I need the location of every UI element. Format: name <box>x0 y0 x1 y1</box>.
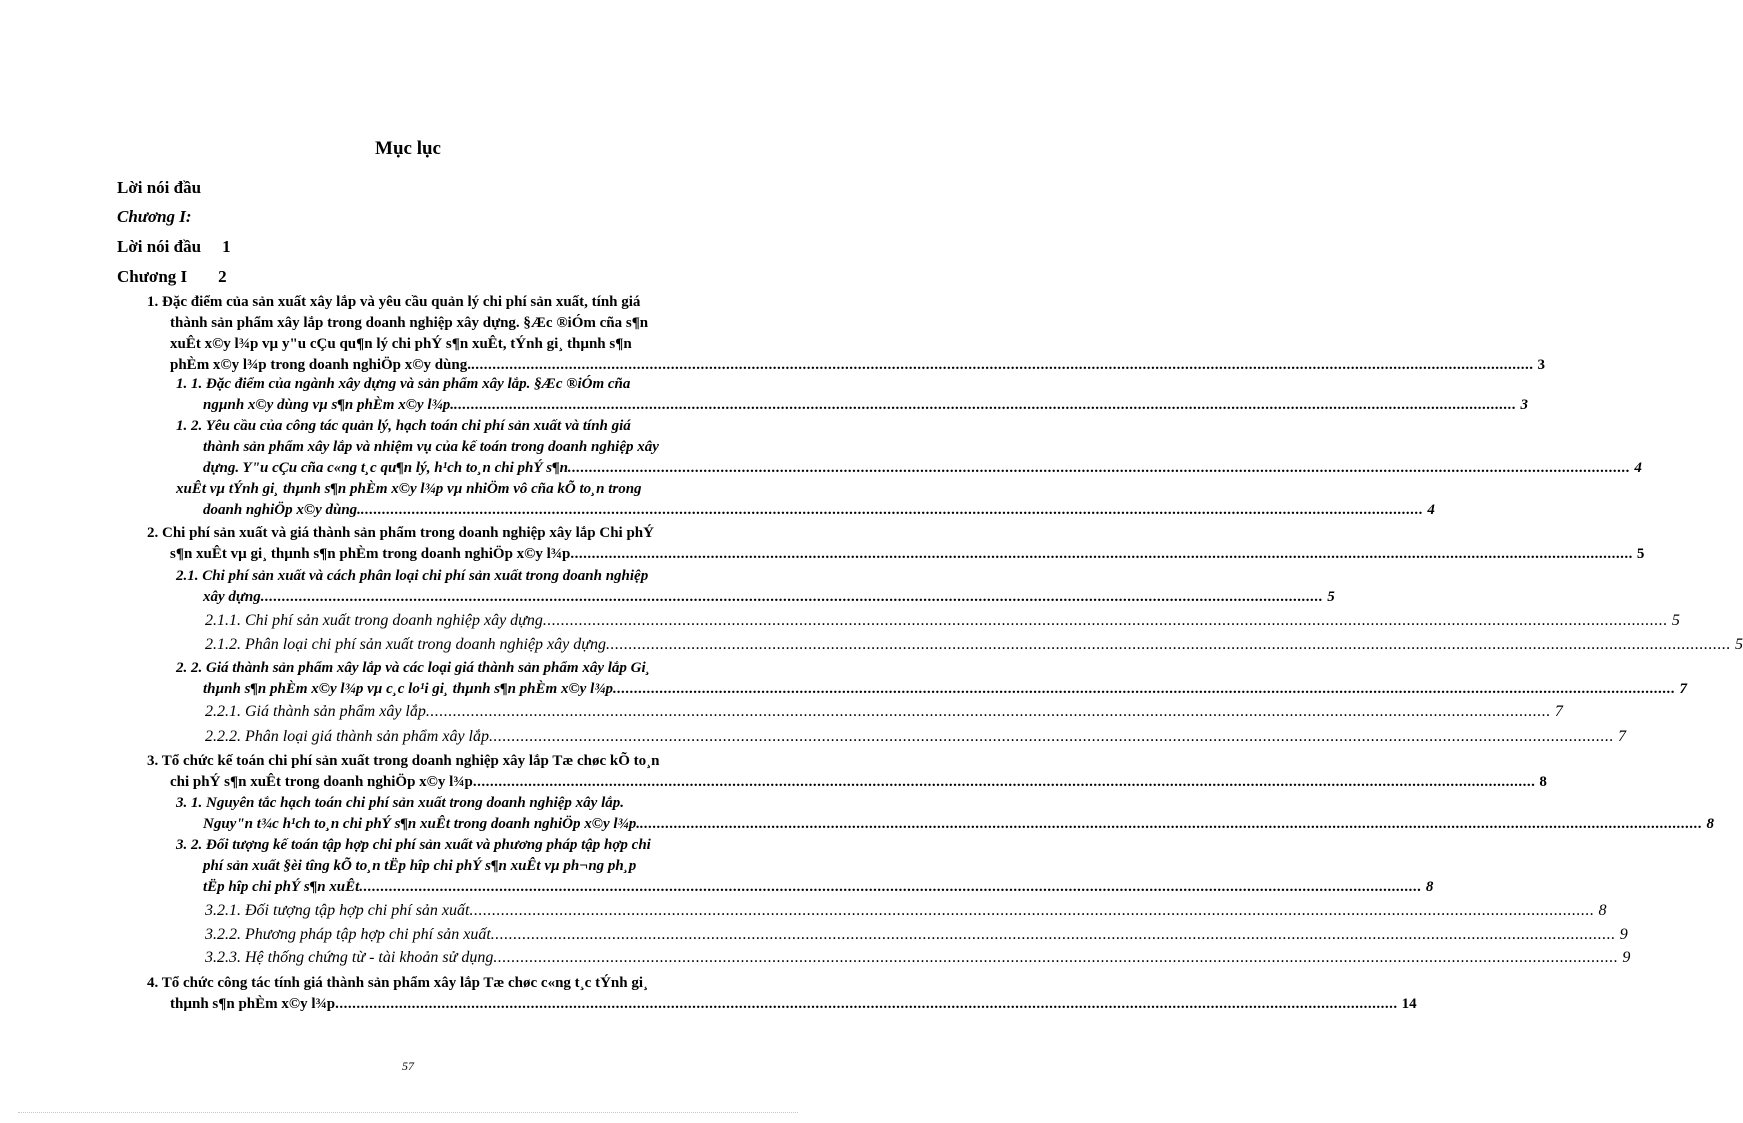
dot-leader: .......................................................................................................................................................................................................................................................... <box>612 681 1676 697</box>
toc-entry-line <box>176 458 1642 479</box>
toc-entry-line: 2. Chi phí sản xuất và giá thành sản phẩm trong doanh nghiệp xây lắp Chi phÝ <box>147 525 654 541</box>
dot-leader: .......................................................................................................................................................................................................................................................... <box>360 502 1424 518</box>
dot-leader: .......................................................................................................................................................................................................................................................... <box>454 397 1517 413</box>
toc-page-number: 2 <box>218 267 227 286</box>
toc-entry-line: thành sản phẩm xây lắp trong doanh nghiệp xây dựng. §Æc ®iÓm cña s¶n <box>170 315 649 331</box>
toc-item-label: Lời nói đầu <box>117 237 202 256</box>
toc-entry-line: 3. Tổ chức kế toán chi phí sản xuất trong doanh nghiệp xây lắp Tæ chøc kÕ to¸n <box>147 753 660 769</box>
toc-page-number: 4 <box>1634 460 1642 476</box>
toc-entry-line <box>205 947 1631 968</box>
toc-entry-3-2-2 <box>205 924 1628 945</box>
toc-entry-line: 1. Đặc điểm của sản xuất xây lắp và yêu cầu quản lý chi phí sản xuất, tính giá <box>147 294 641 310</box>
toc-entry-line: xuÊt vµ tÝnh gi¸ thµnh s¶n phÈm x©y l¾p vµ nhiÖm vô cña kÕ to¸n trong <box>176 481 642 497</box>
toc-page-number: 5 <box>1671 612 1680 629</box>
toc-entry-3 <box>147 751 1547 793</box>
toc-page-number: 4 <box>1427 502 1435 518</box>
toc-entry-line <box>147 994 1417 1015</box>
toc-page-number: 7 <box>1554 703 1563 720</box>
toc-entry-text: Nguy"n t¾c h¹ch to¸n chi phÝ s¶n xuÊt trong doanh nghiÖp x©y l¾p. <box>203 816 641 832</box>
toc-page-number: 8 <box>1539 774 1547 790</box>
toc-page-number: 3 <box>1520 397 1528 413</box>
toc-entry-text: s¶n xuÊt vµ gi¸ thµnh s¶n phÈm trong doanh nghiÖp x©y l¾p <box>170 546 571 562</box>
page-title: Mục lục <box>375 138 441 159</box>
dot-leader: .......................................................................................................................................................................................................................................................... <box>471 357 1534 373</box>
toc-entry-3-2-3 <box>205 947 1631 968</box>
toc-entry-text: 3.2.2. Phương pháp tập hợp chi phí sản xuất <box>205 926 491 943</box>
toc-entry-line <box>176 500 1435 521</box>
page-separator <box>18 1112 798 1113</box>
toc-entry-2 <box>147 523 1645 565</box>
dot-leader: .......................................................................................................................................................................................................................................................... <box>640 816 1703 832</box>
toc-entry-line <box>147 544 1645 565</box>
page-footer-number: 57 <box>402 1059 414 1073</box>
toc-entry-line <box>205 726 1626 747</box>
toc-item-label: Chương I <box>117 267 188 286</box>
toc-entry-line: 1. 2. Yêu cầu của công tác quản lý, hạch toán chi phí sản xuất và tính giá <box>176 418 631 434</box>
toc-entry-line <box>205 924 1628 945</box>
toc-entry-3-2-1 <box>205 900 1607 921</box>
toc-entry-line <box>147 355 1545 376</box>
toc-page-number: 5 <box>1734 636 1743 653</box>
toc-entry-line <box>205 900 1607 921</box>
toc-page-number: 9 <box>1619 926 1628 943</box>
toc-entry-text: tËp hîp chi phÝ s¶n xuÊt <box>203 879 360 895</box>
toc-entry-text: phÈm x©y l¾p trong doanh nghiÖp x©y dùng. <box>170 357 471 373</box>
dot-leader: .......................................................................................................................................................................................................................................................... <box>260 589 1324 605</box>
dot-leader: .......................................................................................................................................................................................................................................................... <box>472 774 1536 790</box>
dot-leader: .......................................................................................................................................................................................................................................................... <box>493 949 1619 966</box>
toc-entry-line: 4. Tổ chức công tác tính giá thành sản phẩm xây lắp Tæ chøc c«ng t¸c tÝnh gi¸ <box>147 975 648 991</box>
toc-entry-text: dựng. Y"u cÇu cña c«ng t¸c qu¶n lý, h¹ch to¸n chi phÝ s¶n <box>203 460 568 476</box>
toc-page-number: 9 <box>1622 949 1631 966</box>
heading-chuong-1: Chương I: <box>117 207 192 226</box>
heading-loi-noi-dau: Lời nói đầu <box>117 178 202 197</box>
toc-page-number: 8 <box>1706 816 1715 832</box>
dot-leader: .......................................................................................................................................................................................................................................................... <box>605 636 1731 653</box>
dot-leader: .......................................................................................................................................................................................................................................................... <box>335 996 1398 1012</box>
toc-item-loi-noi-dau <box>117 237 231 257</box>
toc-entry-3-2 <box>176 835 1434 898</box>
toc-entry-line: 1. 1. Đặc điểm của ngành xây dựng và sản phẩm xây lắp. §Æc ®iÓm cña <box>176 376 631 392</box>
toc-page-number: 7 <box>1617 728 1626 745</box>
toc-entry-line: 3. 2. Đối tượng kế toán tập hợp chi phí sản xuất và phương pháp tập hợp chi <box>176 837 651 853</box>
toc-entry-1-2 <box>176 416 1642 521</box>
toc-entry-line <box>176 877 1434 898</box>
toc-entry-1-1 <box>176 374 1528 416</box>
toc-page-number: 1 <box>222 237 231 256</box>
dot-leader: .......................................................................................................................................................................................................................................................... <box>570 546 1633 562</box>
dot-leader: .......................................................................................................................................................................................................................................................... <box>567 460 1631 476</box>
toc-item-chuong-1 <box>117 267 227 287</box>
toc-entry-line: 2.1. Chi phí sản xuất và cách phân loại chi phí sản xuất trong doanh nghiệp <box>176 568 649 584</box>
dot-leader: .......................................................................................................................................................................................................................................................... <box>469 902 1595 919</box>
dot-leader: .......................................................................................................................................................................................................................................................... <box>488 728 1614 745</box>
toc-entry-2-2-2 <box>205 726 1626 747</box>
toc-entry-text: thµnh s¶n phÈm x©y l¾p <box>170 996 336 1012</box>
toc-entry-line <box>176 679 1687 700</box>
toc-entry-2-1-2 <box>205 634 1743 655</box>
toc-entry-text: thµnh s¶n phÈm x©y l¾p vµ c¸c lo¹i gi¸ thµnh s¶n phÈm x©y l¾p <box>203 681 613 697</box>
toc-entry-text: ngµnh x©y dùng vµ s¶n phÈm x©y l¾p. <box>203 397 454 413</box>
toc-entry-line: 3. 1. Nguyên tắc hạch toán chi phí sản xuất trong doanh nghiệp xây lắp. <box>176 795 624 811</box>
toc-page-number: 5 <box>1327 589 1335 605</box>
toc-entry-text: 2.1.2. Phân loại chi phí sản xuất trong doanh nghiệp xây dựng <box>205 636 606 653</box>
toc-entry-text: 2.2.2. Phân loại giá thành sản phẩm xây lắp <box>205 728 489 745</box>
toc-entry-2-1-1 <box>205 610 1680 631</box>
toc-page-number: 8 <box>1598 902 1607 919</box>
toc-entry-text: 2.2.1. Giá thành sản phẩm xây lắp <box>205 703 426 720</box>
dot-leader: .......................................................................................................................................................................................................................................................... <box>490 926 1616 943</box>
dot-leader: .......................................................................................................................................................................................................................................................... <box>542 612 1668 629</box>
toc-entry-line: thành sản phẩm xây lắp và nhiệm vụ của kế toán trong doanh nghiệp xây <box>203 439 659 455</box>
toc-entry-text: doanh nghiÖp x©y dùng. <box>203 502 361 518</box>
toc-entry-line: xuÊt x©y l¾p vµ y"u cÇu qu¶n lý chi phÝ s¶n xuÊt, tÝnh gi¸ thµnh s¶n <box>170 336 632 352</box>
toc-entry-line: 2. 2. Giá thành sản phẩm xây lắp và các loại giá thành sản phẩm xây lắp Gi¸ <box>176 660 651 676</box>
toc-entry-2-2 <box>176 658 1687 700</box>
toc-entry-line <box>147 772 1547 793</box>
toc-entry-line <box>176 814 1715 835</box>
dot-leader: .......................................................................................................................................................................................................................................................... <box>425 703 1551 720</box>
toc-entry-line <box>205 634 1743 655</box>
toc-page-number: 8 <box>1425 879 1434 895</box>
toc-entry-line <box>205 701 1563 722</box>
toc-page-number: 3 <box>1537 357 1545 373</box>
toc-entry-text: xây dựng <box>203 589 261 605</box>
toc-entry-2-1 <box>176 566 1335 608</box>
toc-entry-1 <box>147 292 1545 376</box>
toc-entry-text: chi phÝ s¶n xuÊt trong doanh nghiÖp x©y l¾p <box>170 774 473 790</box>
toc-entry-4 <box>147 973 1417 1015</box>
toc-page-number: 5 <box>1636 546 1645 562</box>
toc-page-number: 7 <box>1679 681 1687 697</box>
toc-entry-text: 2.1.1. Chi phí sản xuất trong doanh nghiệp xây dựng <box>205 612 543 629</box>
toc-entry-2-2-1 <box>205 701 1563 722</box>
toc-entry-line <box>205 610 1680 631</box>
toc-entry-text: 3.2.1. Đối tượng tập hợp chi phí sản xuất <box>205 902 470 919</box>
toc-entry-line: phí sản xuất §èi tîng kÕ to¸n tËp hîp chi phÝ s¶n xuÊt vµ ph¬ng ph¸p <box>203 858 637 874</box>
toc-entry-3-1 <box>176 793 1715 835</box>
toc-page-number: 14 <box>1401 996 1417 1012</box>
toc-entry-line <box>176 587 1335 608</box>
toc-entry-line <box>176 395 1528 416</box>
dot-leader: .......................................................................................................................................................................................................................................................... <box>359 879 1422 895</box>
toc-entry-text: 3.2.3. Hệ thống chứng từ - tài khoản sử dụng <box>205 949 494 966</box>
